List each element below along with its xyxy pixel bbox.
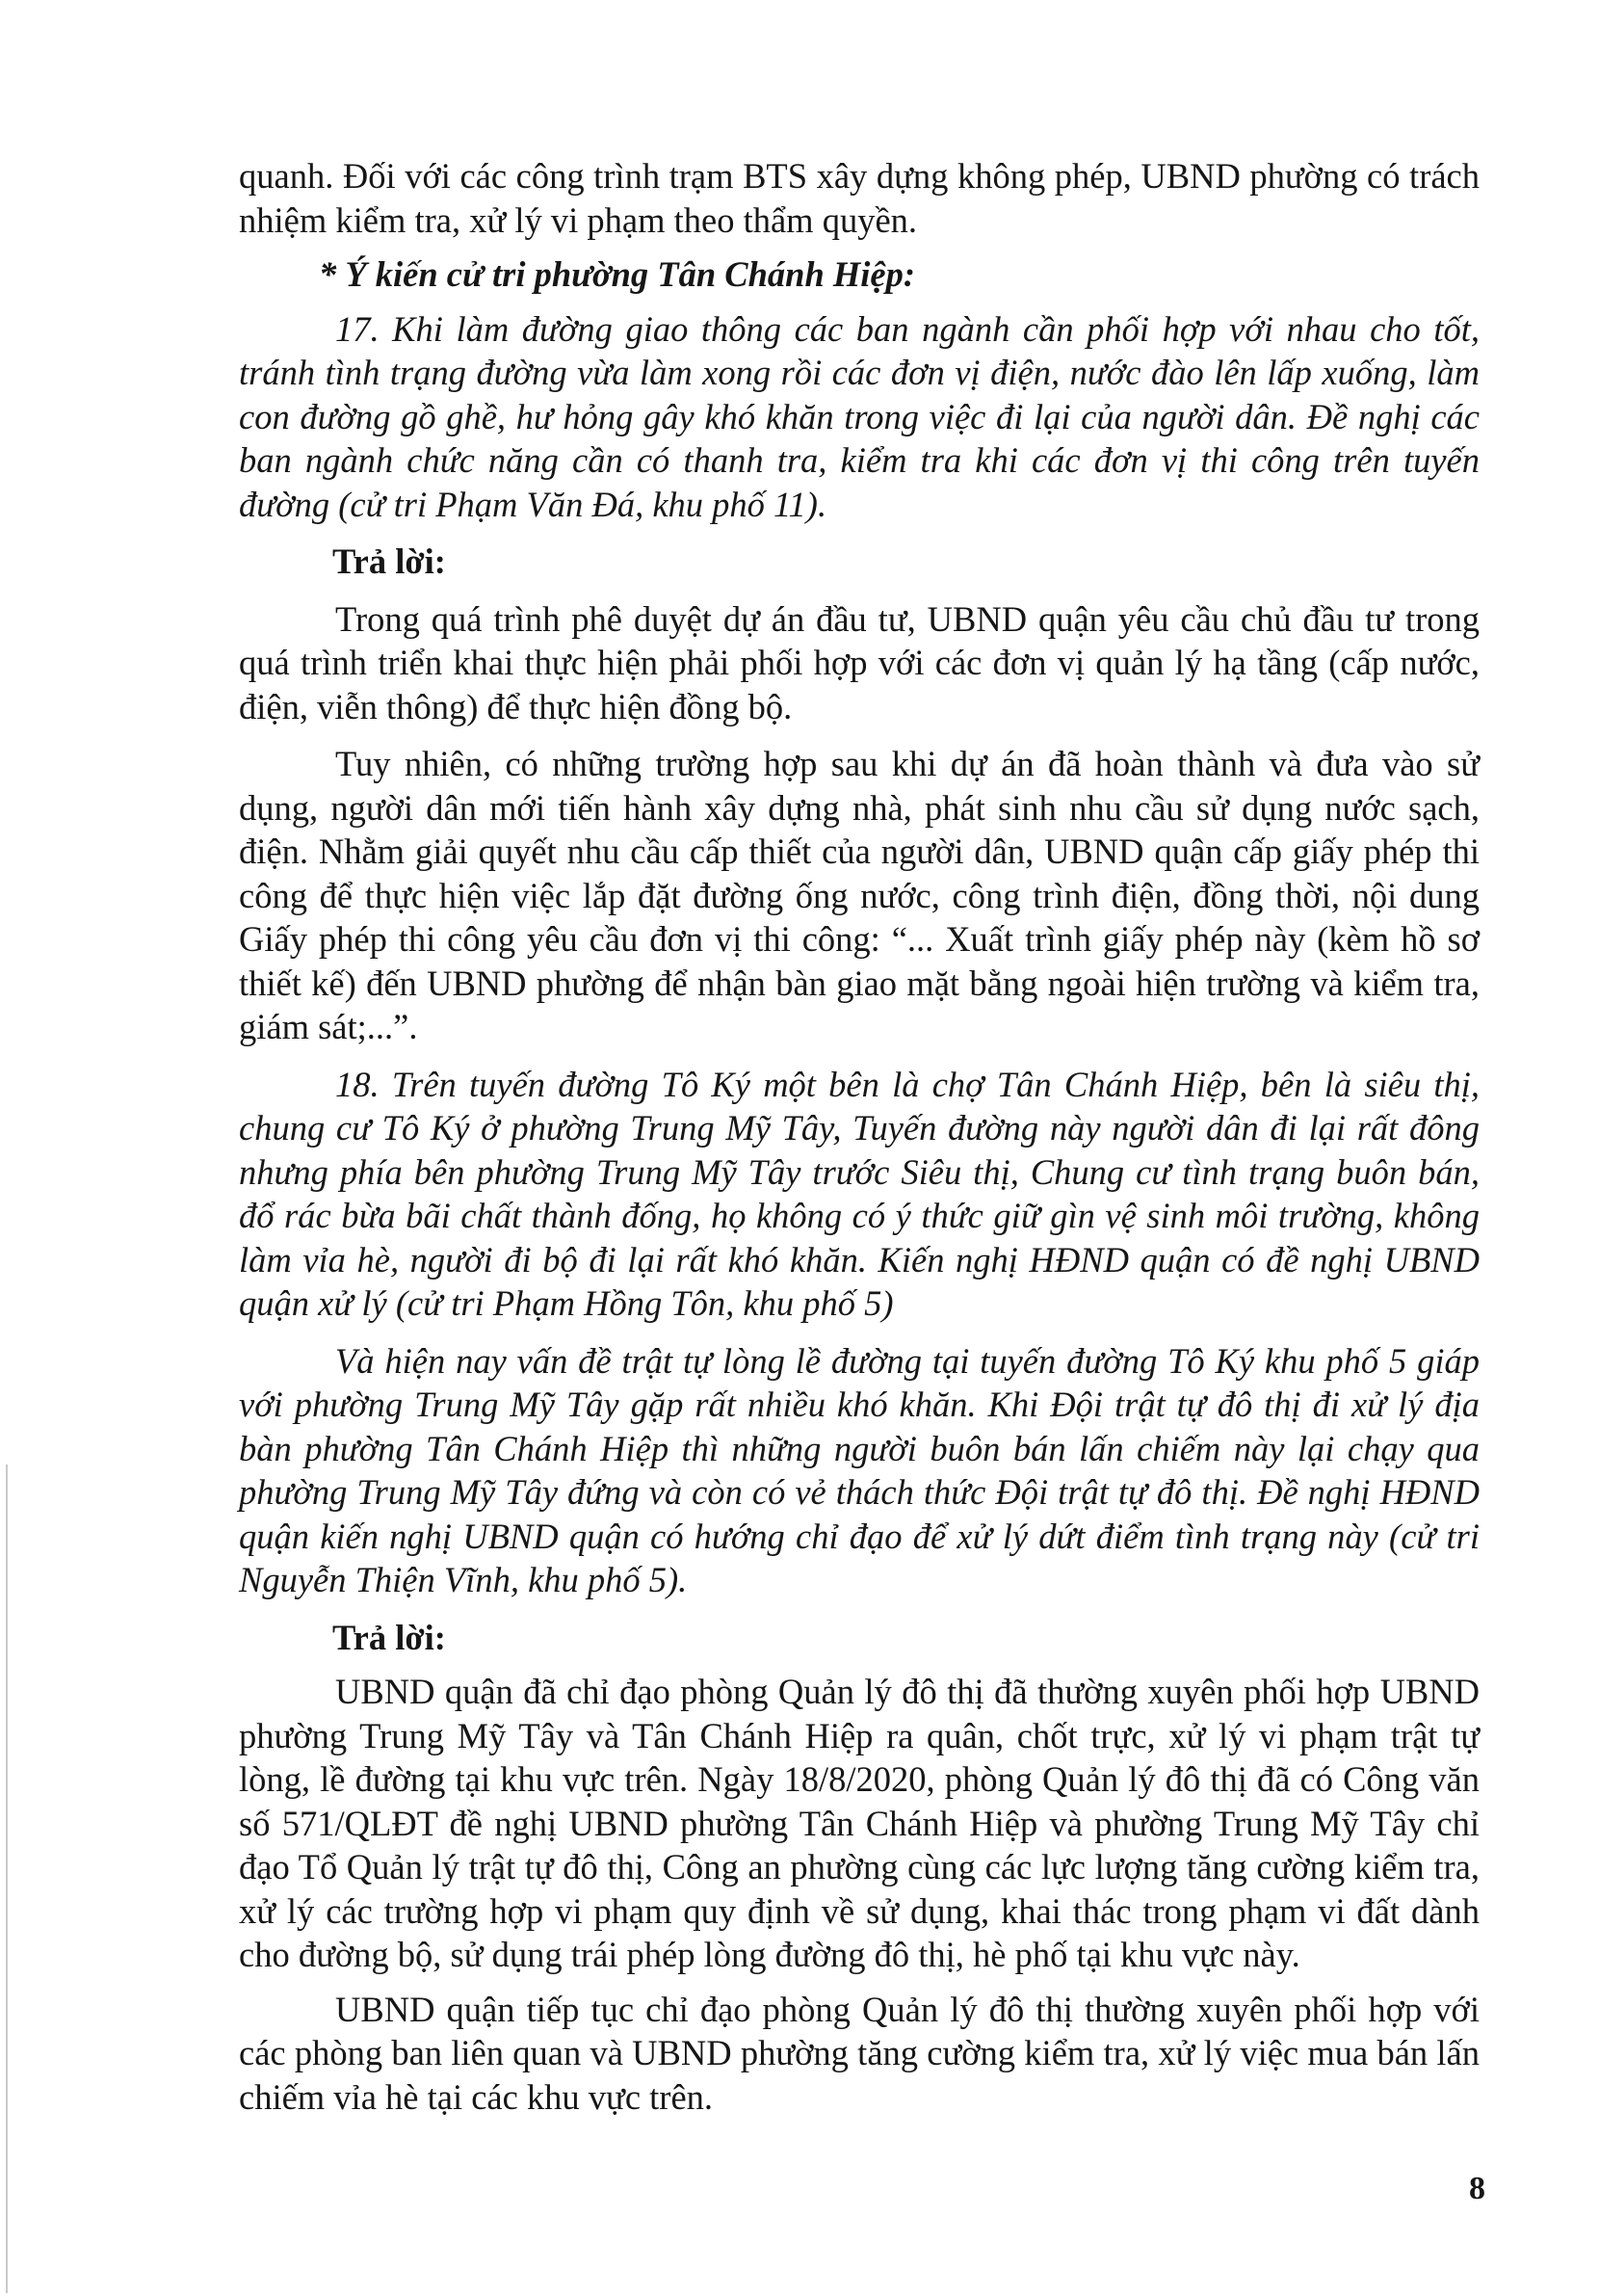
answer-paragraph: Trong quá trình phê duyệt dự án đầu tư, UBND quận yêu cầu chủ đầu tư trong quá trình triển khai thực hiện phải phối hợp với các đơn vị quản lý hạ tầng (cấp nước, điện, viễn thông) để thực hiện đồng bộ.	[239, 598, 1480, 726]
document-page	[239, 154, 1480, 2119]
answer-paragraph: UBND quận tiếp tục chỉ đạo phòng Quản lý đô thị thường xuyên phối hợp với các phòng ban liên quan và UBND phường tăng cường kiểm tra, xử lý việc mua bán lấn chiếm vỉa hè tại các khu vực trên.	[239, 1989, 1480, 2117]
answer-label: Trả lời:	[332, 541, 446, 581]
answer-label: Trả lời:	[332, 1617, 446, 1657]
page-number: 8	[1469, 2171, 1485, 2206]
voter-question-18-continued: Và hiện nay vấn đề trật tự lòng lề đường tại tuyến đường Tô Ký khu phố 5 giáp với phường Trung Mỹ Tây gặp rất nhiều khó khăn. Khi Đội trật tự đô thị đi xử lý địa bàn phường Tân Chánh Hiệp thì những người buôn bán lấn chiếm này lại chạy qua phường Trung Mỹ Tây đứng và còn có vẻ thách thức Đội trật tự đô thị. Đề nghị HĐND quận kiến nghị UBND quận có hướng chỉ đạo để xử lý dứt điểm tình trạng này (cử tri Nguyễn Thiện Vĩnh, khu phố 5).	[239, 1340, 1480, 1599]
answer-paragraph: UBND quận đã chỉ đạo phòng Quản lý đô thị đã thường xuyên phối hợp UBND phường Trung Mỹ Tây và Tân Chánh Hiệp ra quân, chốt trực, xử lý vi phạm trật tự lòng, lề đường tại khu vực trên. Ngày 18/8/2020, phòng Quản lý đô thị đã có Công văn số 571/QLĐT đề nghị UBND phường Tân Chánh Hiệp và phường Trung Mỹ Tây chỉ đạo Tổ Quản lý trật tự đô thị, Công an phường cùng các lực lượng tăng cường kiểm tra, xử lý các trường hợp vi phạm quy định về sử dụng, khai thác trong phạm vi đất dành cho đường bộ, sử dụng trái phép lòng đường đô thị, hè phố tại khu vực này.	[239, 1672, 1480, 1974]
section-heading-tan-chanh-hiep: * Ý kiến cử tri phường Tân Chánh Hiệp:	[319, 254, 916, 294]
voter-question-17: 17. Khi làm đường giao thông các ban ngành cần phối hợp với nhau cho tốt, tránh tình trạng đường vừa làm xong rồi các đơn vị điện, nước đào lên lấp xuống, làm con đường gồ ghề, hư hỏng gây khó khăn trong việc đi lại của người dân. Đề nghị các ban ngành chức năng cần có thanh tra, kiểm tra khi các đơn vị thi công trên tuyến đường (cử tri Phạm Văn Đá, khu phố 11).	[239, 308, 1480, 524]
answer-paragraph: Tuy nhiên, có những trường hợp sau khi dự án đã hoàn thành và đưa vào sử dụng, người dân mới tiến hành xây dựng nhà, phát sinh nhu cầu sử dụng nước sạch, điện. Nhằm giải quyết nhu cầu cấp thiết của người dân, UBND quận cấp giấy phép thi công để thực hiện việc lắp đặt đường ống nước, công trình điện, đồng thời, nội dung Giấy phép thi công yêu cầu đơn vị thi công: “... Xuất trình giấy phép này (kèm hồ sơ thiết kế) đến UBND phường để nhận bàn giao mặt bằng ngoài hiện trường và kiểm tra, giám sát;...”.	[239, 744, 1480, 1046]
paragraph-continuation: quanh. Đối với các công trình trạm BTS xây dựng không phép, UBND phường có trách nhiệm kiểm tra, xử lý vi phạm theo thẩm quyền.	[239, 156, 1480, 240]
voter-question-18: 18. Trên tuyến đường Tô Ký một bên là chợ Tân Chánh Hiệp, bên là siêu thị, chung cư Tô Ký ở phường Trung Mỹ Tây, Tuyến đường này người dân đi lại rất đông nhưng phía bên phường Trung Mỹ Tây trước Siêu thị, Chung cư tình trạng buôn bán, đổ rác bừa bãi chất thành đống, họ không có ý thức giữ gìn vệ sinh môi trường, không làm vỉa hè, người đi bộ đi lại rất khó khăn. Kiến nghị HĐND quận có đề nghị UBND quận xử lý (cử tri Phạm Hồng Tôn, khu phố 5)	[239, 1064, 1480, 1323]
scan-edge-line	[6, 1465, 8, 2293]
